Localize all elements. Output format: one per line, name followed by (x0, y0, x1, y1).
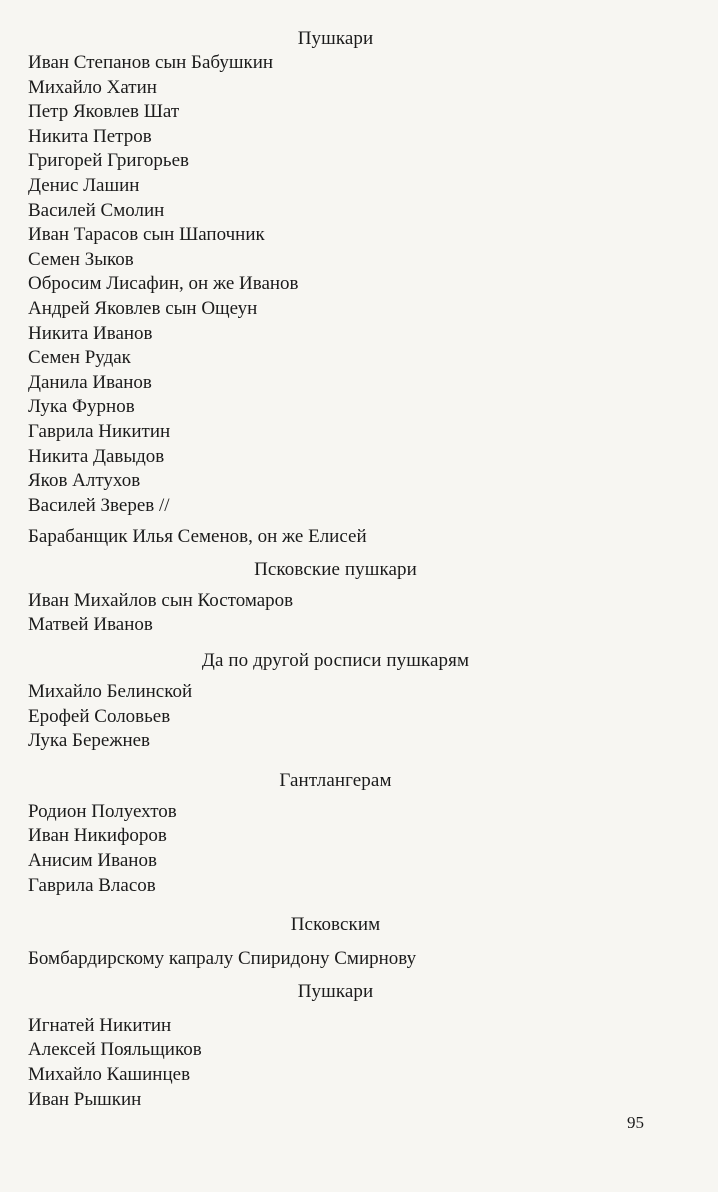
list-item: Никита Петров (28, 125, 152, 147)
name-list (28, 589, 643, 638)
page-number: 95 (627, 1113, 644, 1132)
section-heading: Гантлангерам (279, 769, 392, 791)
list-item: Данила Иванов (28, 371, 152, 393)
list-item: Иван Никифоров (28, 825, 167, 847)
list-item: Гаврила Власов (28, 874, 156, 896)
list-item: Михайло Белинской (28, 681, 193, 703)
list-item: Михайло Кашинцев (28, 1064, 191, 1085)
name-list (28, 800, 643, 898)
list-item: Петр Яковлев Шат (28, 101, 180, 123)
section-pskovskim (28, 912, 643, 972)
list-item: Матвей Иванов (28, 614, 153, 636)
section-other-roster (28, 648, 643, 754)
section-heading: Псковские пушкари (254, 558, 417, 580)
section-gantlangeram (28, 768, 643, 898)
list-item: Иван Михайлов сын Костомаров (28, 589, 294, 611)
list-item: Анисим Иванов (28, 850, 157, 872)
list-item: Василей Смолин (28, 199, 165, 221)
list-item: Никита Давыдов (28, 445, 165, 467)
list-item: Лука Фурнов (28, 396, 135, 418)
section-pushkari-main (28, 26, 643, 518)
list-item: Бомбардирскому капралу Спиридону Смирнову (28, 948, 417, 970)
list-item: Семен Рудак (28, 347, 131, 369)
document-content (28, 26, 643, 1112)
list-item: Василей Зверев // (28, 494, 170, 516)
list-item: Семен Зыков (28, 248, 134, 270)
list-item: Игнатей Никитин (28, 1014, 172, 1036)
name-list (28, 947, 643, 972)
list-item: Никита Иванов (28, 322, 153, 344)
list-item: Михайло Хатин (28, 76, 157, 98)
name-list (28, 680, 643, 754)
list-item: Григорей Григорьев (28, 150, 189, 172)
list-item: Лука Бережнев (28, 730, 151, 752)
section-heading: Пушкари (297, 28, 374, 49)
list-item: Обросим Лисафин, он же Иванов (28, 273, 299, 295)
name-list (28, 1014, 643, 1112)
section-drummer (28, 525, 643, 550)
list-item: Иван Степанов сын Бабушкин (28, 52, 274, 73)
list-item: Андрей Яковлев сын Ощеун (28, 297, 258, 319)
list-item: Яков Алтухов (28, 470, 141, 492)
list-item: Денис Лашин (28, 174, 140, 196)
list-item: Гаврила Никитин (28, 420, 171, 442)
list-item: Ерофей Соловьев (28, 705, 171, 727)
list-item: Барабанщик Илья Семенов, он же Елисей (28, 526, 367, 548)
section-heading: Да по другой росписи пушкарям (201, 650, 470, 672)
list-item: Иван Тарасов сын Шапочник (28, 224, 265, 246)
section-heading: Псковским (290, 914, 381, 936)
section-heading: Пушкари (297, 980, 374, 1002)
section-pskov-pushkari (28, 557, 643, 638)
name-list (28, 51, 643, 518)
section-pushkari-final (28, 979, 643, 1112)
list-item: Алексей Пояльщиков (28, 1039, 202, 1061)
list-item: Родион Полуехтов (28, 800, 177, 822)
list-item: Иван Рышкин (28, 1088, 142, 1110)
